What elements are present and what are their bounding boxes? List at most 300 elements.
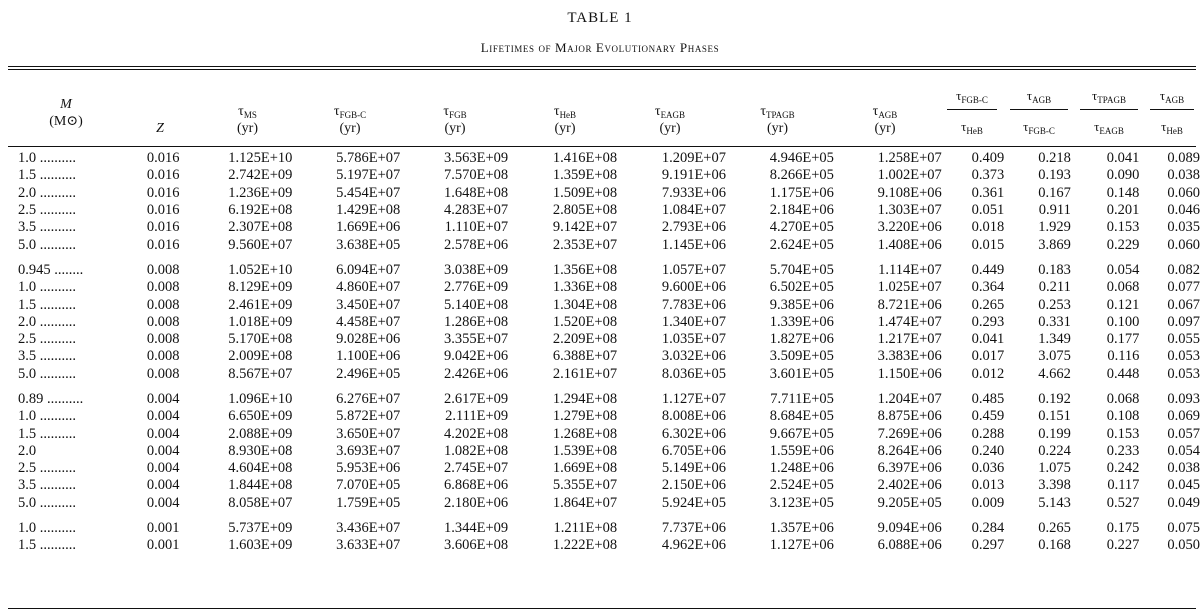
cell-tau-tpagb: 3.601E+05 [769,365,834,382]
cell-ratio-fgbc-heb: 0.036 [971,460,1005,477]
cell-ratio-tpagb-eagb: 0.054 [1106,261,1140,278]
cell-tau-ms: 6.650E+09 [228,408,293,425]
cell-tau-ms: 1.844E+08 [228,477,293,494]
cell-ratio-tpagb-eagb: 0.108 [1106,408,1140,425]
cell-tau-eagb: 1.209E+07 [661,150,726,167]
table-row [0,167,1200,184]
cell-mass: 2.0 [18,442,37,459]
cell-z: 0.008 [146,261,180,278]
cell-tau-fgb: 2.745E+07 [444,460,509,477]
cell-ratio-fgbc-heb: 0.284 [971,520,1005,537]
cell-z: 0.008 [146,348,180,365]
header-tau-heb: $\tau_{HeB}$ (yr) [553,104,577,136]
lifetimes-table [0,150,1200,555]
cell-tau-agb: 1.258E+07 [877,150,942,167]
cell-ratio-agb-fgbc: 1.349 [1038,331,1071,348]
cell-ratio-agb-fgbc: 0.167 [1038,184,1071,201]
cell-tau-fgbc: 1.759E+05 [336,494,401,511]
table-row [0,331,1200,348]
header-ratio-tpagb-eagb: $\tau_{TPAGB}$ $\tau_{EAGB}$ [1080,88,1138,135]
cell-tau-eagb: 1.084E+07 [661,202,726,219]
cell-tau-agb: 2.402E+06 [877,477,942,494]
cell-z: 0.004 [146,494,180,511]
cell-tau-tpagb: 3.123E+05 [769,494,834,511]
cell-z: 0.004 [146,442,180,459]
cell-ratio-agb-heb: 0.069 [1167,408,1200,425]
cell-tau-heb: 1.304E+08 [552,296,618,313]
cell-tau-eagb: 1.145E+06 [661,236,726,253]
cell-tau-ms: 1.052E+10 [228,261,293,278]
cell-tau-tpagb: 2.624E+05 [769,236,834,253]
bottom-rule [8,608,1196,609]
cell-ratio-agb-heb: 0.045 [1167,477,1200,494]
cell-tau-tpagb: 1.827E+06 [769,331,834,348]
cell-ratio-agb-fgbc: 3.398 [1038,477,1071,494]
cell-ratio-agb-fgbc: 3.075 [1038,348,1071,365]
cell-tau-fgb: 5.140E+08 [444,296,509,313]
table-row [0,185,1200,202]
cell-tau-ms: 2.742E+09 [228,167,293,184]
cell-tau-tpagb: 7.711E+05 [770,391,834,407]
cell-tau-fgb: 2.426E+06 [444,365,509,382]
cell-tau-agb: 1.204E+07 [877,391,942,407]
cell-ratio-agb-fgbc: 1.075 [1038,460,1071,477]
cell-ratio-agb-fgbc: 0.193 [1038,167,1071,184]
cell-ratio-agb-heb: 0.049 [1167,494,1200,511]
cell-tau-eagb: 7.737E+06 [661,520,726,537]
cell-tau-agb: 1.002E+07 [877,167,942,184]
cell-mass: 2.5 .......... [18,331,76,348]
table-row [0,443,1200,460]
group-separator [0,383,1200,391]
cell-ratio-fgbc-heb: 0.051 [971,202,1005,219]
cell-tau-heb: 1.211E+08 [553,520,618,537]
cell-ratio-agb-fgbc: 0.192 [1038,391,1071,407]
cell-tau-eagb: 6.705E+06 [661,442,726,459]
cell-tau-heb: 1.520E+08 [552,313,618,330]
cell-ratio-tpagb-eagb: 0.121 [1106,296,1140,313]
cell-tau-fgb: 4.202E+08 [444,425,509,442]
header-tau-fgb: $\tau_{FGB}$ (yr) [443,104,467,136]
cell-ratio-tpagb-eagb: 0.117 [1107,477,1140,494]
cell-tau-fgb: 3.038E+09 [444,261,509,278]
cell-tau-ms: 8.930E+08 [228,442,293,459]
cell-tau-ms: 8.567E+07 [228,365,293,382]
cell-ratio-tpagb-eagb: 0.153 [1106,425,1140,442]
header-mass: M (M⊙) [49,97,83,129]
cell-ratio-fgbc-heb: 0.485 [971,391,1005,407]
cell-tau-fgb: 1.648E+08 [444,184,509,201]
cell-tau-agb: 1.217E+07 [877,331,942,348]
cell-tau-tpagb: 1.175E+06 [769,184,834,201]
cell-ratio-tpagb-eagb: 0.116 [1107,348,1140,365]
cell-ratio-tpagb-eagb: 0.201 [1106,202,1140,219]
cell-tau-agb: 1.150E+06 [877,365,942,382]
cell-tau-eagb: 1.057E+07 [661,261,726,278]
cell-tau-tpagb: 2.184E+06 [769,202,834,219]
table-row [0,348,1200,365]
cell-mass: 2.5 .......... [18,460,76,477]
cell-ratio-fgbc-heb: 0.373 [971,167,1005,184]
cell-ratio-agb-fgbc: 5.143 [1038,494,1071,511]
cell-mass: 0.89 .......... [18,391,84,407]
cell-tau-ms: 1.018E+09 [228,313,293,330]
cell-tau-heb: 9.142E+07 [552,219,618,236]
cell-z: 0.004 [146,477,180,494]
header-rule [8,146,1196,147]
table-row [0,296,1200,313]
cell-tau-fgb: 9.042E+06 [444,348,509,365]
cell-ratio-fgbc-heb: 0.449 [971,261,1005,278]
cell-tau-fgbc: 3.633E+07 [336,537,401,554]
header-tau-fgbc: $\tau_{FGB-C}$ (yr) [333,104,367,136]
cell-mass: 1.0 .......... [18,150,76,167]
cell-tau-heb: 2.209E+08 [552,331,618,348]
cell-tau-fgbc: 5.872E+07 [336,408,401,425]
cell-tau-tpagb: 3.509E+05 [769,348,834,365]
cell-mass: 2.0 .......... [18,184,76,201]
cell-ratio-agb-heb: 0.060 [1167,236,1200,253]
top-rule-1 [8,66,1196,67]
cell-tau-fgb: 3.606E+08 [444,537,509,554]
cell-tau-eagb: 1.035E+07 [661,331,726,348]
cell-ratio-fgbc-heb: 0.459 [971,408,1005,425]
cell-tau-ms: 8.058E+07 [228,494,293,511]
cell-z: 0.004 [146,425,180,442]
cell-tau-agb: 9.205E+05 [877,494,942,511]
cell-ratio-tpagb-eagb: 0.233 [1106,442,1140,459]
table-row [0,391,1200,408]
cell-ratio-agb-fgbc: 0.183 [1038,261,1071,278]
cell-tau-eagb: 8.008E+06 [661,408,726,425]
cell-tau-fgb: 2.776E+09 [444,279,509,296]
cell-z: 0.008 [146,331,180,348]
cell-ratio-agb-heb: 0.038 [1167,460,1200,477]
cell-z: 0.008 [146,313,180,330]
cell-ratio-tpagb-eagb: 0.153 [1106,219,1140,236]
cell-tau-heb: 1.509E+08 [552,184,618,201]
cell-ratio-fgbc-heb: 0.409 [971,150,1005,167]
cell-tau-fgbc: 5.786E+07 [336,150,401,167]
cell-ratio-agb-fgbc: 0.211 [1038,279,1071,296]
cell-tau-ms: 2.461E+09 [228,296,293,313]
cell-mass: 1.0 .......... [18,279,76,296]
cell-tau-fgbc: 3.436E+07 [336,520,401,537]
cell-tau-ms: 1.096E+10 [228,391,293,407]
cell-ratio-tpagb-eagb: 0.090 [1106,167,1140,184]
cell-ratio-agb-fgbc: 3.869 [1038,236,1071,253]
cell-ratio-fgbc-heb: 0.288 [971,425,1005,442]
cell-tau-agb: 7.269E+06 [877,425,942,442]
cell-tau-agb: 3.220E+06 [877,219,942,236]
cell-mass: 3.5 .......... [18,477,76,494]
cell-tau-fgbc: 3.450E+07 [336,296,401,313]
cell-tau-heb: 1.279E+08 [552,408,618,425]
top-rule-2 [8,69,1196,70]
cell-ratio-agb-heb: 0.050 [1167,537,1200,554]
cell-tau-heb: 1.356E+08 [552,261,618,278]
cell-ratio-fgbc-heb: 0.013 [971,477,1005,494]
cell-mass: 1.0 .......... [18,408,76,425]
cell-tau-fgb: 7.570E+08 [444,167,509,184]
cell-tau-fgb: 6.868E+06 [444,477,509,494]
header-z: Z [156,121,164,136]
cell-tau-eagb: 5.924E+05 [661,494,726,511]
cell-ratio-agb-fgbc: 0.151 [1038,408,1071,425]
cell-tau-ms: 2.307E+08 [228,219,293,236]
header-ratio-agb-fgbc: $\tau_{AGB}$ $\tau_{FGB-C}$ [1010,88,1068,135]
table-row [0,460,1200,477]
cell-tau-agb: 9.108E+06 [877,184,942,201]
cell-mass: 5.0 .......... [18,236,76,253]
cell-tau-heb: 1.416E+08 [552,150,618,167]
cell-ratio-agb-heb: 0.057 [1167,425,1200,442]
cell-ratio-agb-heb: 0.097 [1167,313,1200,330]
cell-tau-fgb: 2.617E+09 [444,391,509,407]
cell-tau-fgb: 2.111E+09 [445,408,509,425]
cell-mass: 1.5 .......... [18,167,76,184]
cell-tau-ms: 2.088E+09 [228,425,293,442]
cell-tau-heb: 6.388E+07 [552,348,618,365]
cell-ratio-agb-heb: 0.082 [1167,261,1200,278]
cell-tau-fgb: 3.563E+09 [444,150,509,167]
table-row [0,279,1200,296]
cell-tau-ms: 1.603E+09 [228,537,293,554]
cell-ratio-agb-heb: 0.060 [1167,184,1200,201]
cell-tau-eagb: 9.600E+06 [661,279,726,296]
cell-tau-fgbc: 1.669E+06 [336,219,401,236]
cell-tau-ms: 8.129E+09 [228,279,293,296]
cell-tau-eagb: 2.793E+06 [661,219,726,236]
cell-tau-agb: 1.025E+07 [877,279,942,296]
header-ratio-fgbc-heb: $\tau_{FGB-C}$ $\tau_{HeB}$ [947,88,997,135]
cell-tau-fgb: 1.082E+08 [444,442,509,459]
cell-ratio-tpagb-eagb: 0.527 [1106,494,1140,511]
cell-tau-heb: 2.805E+08 [552,202,618,219]
cell-ratio-agb-fgbc: 1.929 [1038,219,1071,236]
cell-tau-tpagb: 1.248E+06 [769,460,834,477]
cell-tau-fgbc: 2.496E+05 [336,365,401,382]
cell-tau-heb: 1.222E+08 [552,537,618,554]
cell-ratio-tpagb-eagb: 0.068 [1106,391,1140,407]
cell-ratio-agb-heb: 0.089 [1167,150,1200,167]
table-subtitle: Lifetimes of Major Evolutionary Phases [480,40,720,55]
cell-ratio-agb-heb: 0.046 [1167,202,1200,219]
cell-tau-eagb: 2.150E+06 [661,477,726,494]
cell-z: 0.016 [146,184,180,201]
cell-tau-heb: 1.864E+07 [552,494,618,511]
cell-tau-ms: 9.560E+07 [228,236,293,253]
cell-ratio-agb-fgbc: 0.911 [1038,202,1071,219]
cell-ratio-fgbc-heb: 0.017 [971,348,1005,365]
cell-tau-agb: 9.094E+06 [877,520,942,537]
cell-tau-agb: 8.721E+06 [877,296,942,313]
cell-ratio-tpagb-eagb: 0.148 [1106,184,1140,201]
cell-tau-heb: 2.161E+07 [552,365,618,382]
cell-ratio-agb-heb: 0.055 [1167,331,1200,348]
cell-tau-eagb: 5.149E+06 [661,460,726,477]
cell-tau-tpagb: 1.127E+06 [769,537,834,554]
table-row [0,314,1200,331]
cell-ratio-agb-heb: 0.054 [1167,442,1200,459]
group-separator [0,512,1200,520]
cell-tau-tpagb: 1.559E+06 [769,442,834,459]
table-row [0,520,1200,537]
cell-tau-heb: 1.294E+08 [552,391,618,407]
header-tau-tpagb: $\tau_{TPAGB}$ (yr) [760,104,795,136]
cell-mass: 1.5 .......... [18,537,76,554]
cell-tau-eagb: 9.191E+06 [661,167,726,184]
cell-tau-fgb: 1.110E+07 [444,219,509,236]
cell-tau-heb: 1.336E+08 [552,279,618,296]
cell-tau-tpagb: 6.502E+05 [769,279,834,296]
cell-z: 0.004 [146,460,180,477]
cell-tau-fgbc: 5.953E+06 [336,460,401,477]
table-title: TABLE 1 [567,10,633,26]
cell-tau-fgb: 2.180E+06 [444,494,509,511]
cell-tau-ms: 6.192E+08 [228,202,293,219]
cell-ratio-fgbc-heb: 0.293 [971,313,1005,330]
cell-z: 0.008 [146,365,180,382]
cell-ratio-agb-heb: 0.053 [1167,348,1200,365]
table-row [0,425,1200,442]
cell-z: 0.001 [146,537,180,554]
cell-tau-eagb: 6.302E+06 [661,425,726,442]
cell-tau-heb: 1.669E+08 [552,460,618,477]
cell-tau-eagb: 7.783E+06 [661,296,726,313]
cell-tau-eagb: 4.962E+06 [661,537,726,554]
cell-tau-tpagb: 9.385E+06 [769,296,834,313]
header-ratio-agb-heb: $\tau_{AGB}$ $\tau_{HeB}$ [1150,88,1194,135]
group-separator [0,254,1200,262]
cell-ratio-agb-fgbc: 0.265 [1038,520,1071,537]
cell-tau-heb: 1.359E+08 [552,167,618,184]
cell-z: 0.008 [146,296,180,313]
cell-z: 0.016 [146,167,180,184]
cell-ratio-tpagb-eagb: 0.448 [1106,365,1140,382]
cell-tau-heb: 5.355E+07 [552,477,618,494]
cell-tau-fgbc: 3.650E+07 [336,425,401,442]
cell-tau-tpagb: 4.946E+05 [769,150,834,167]
cell-ratio-fgbc-heb: 0.297 [971,537,1005,554]
cell-mass: 3.5 .......... [18,219,76,236]
cell-tau-tpagb: 5.704E+05 [769,261,834,278]
cell-tau-fgbc: 4.860E+07 [336,279,401,296]
header-tau-ms: $\tau_{MS}$ (yr) [237,104,258,136]
cell-ratio-tpagb-eagb: 0.177 [1106,331,1140,348]
cell-ratio-tpagb-eagb: 0.068 [1106,279,1140,296]
cell-tau-fgbc: 1.100E+06 [336,348,401,365]
cell-ratio-agb-fgbc: 4.662 [1038,365,1071,382]
cell-tau-tpagb: 8.684E+05 [769,408,834,425]
table-row [0,366,1200,383]
cell-ratio-fgbc-heb: 0.265 [971,296,1005,313]
cell-tau-fgbc: 4.458E+07 [336,313,401,330]
cell-mass: 3.5 .......... [18,348,76,365]
cell-tau-heb: 1.539E+08 [552,442,618,459]
cell-ratio-agb-heb: 0.053 [1167,365,1200,382]
cell-tau-tpagb: 9.667E+05 [769,425,834,442]
table-body [0,150,1200,555]
cell-tau-agb: 1.474E+07 [877,313,942,330]
cell-tau-eagb: 1.340E+07 [661,313,726,330]
cell-tau-tpagb: 1.357E+06 [769,520,834,537]
cell-tau-eagb: 8.036E+05 [661,365,726,382]
cell-ratio-agb-fgbc: 0.253 [1038,296,1071,313]
cell-tau-ms: 1.125E+10 [228,150,293,167]
cell-ratio-agb-heb: 0.038 [1167,167,1200,184]
cell-tau-fgbc: 5.454E+07 [336,184,401,201]
cell-mass: 0.945 ........ [18,261,84,278]
cell-mass: 2.0 .......... [18,313,76,330]
cell-tau-fgbc: 9.028E+06 [336,331,401,348]
cell-tau-fgb: 4.283E+07 [444,202,509,219]
cell-mass: 2.5 .......... [18,202,76,219]
cell-tau-agb: 6.088E+06 [877,537,942,554]
cell-tau-fgbc: 6.094E+07 [336,261,401,278]
header-tau-agb: $\tau_{AGB}$ (yr) [872,104,898,136]
cell-mass: 1.5 .......... [18,296,76,313]
cell-tau-agb: 6.397E+06 [877,460,942,477]
cell-ratio-agb-fgbc: 0.218 [1038,150,1071,167]
cell-ratio-fgbc-heb: 0.009 [971,494,1005,511]
table-row [0,202,1200,219]
cell-tau-fgb: 1.344E+09 [444,520,509,537]
cell-tau-agb: 8.875E+06 [877,408,942,425]
table-row [0,537,1200,554]
cell-tau-fgbc: 3.693E+07 [336,442,401,459]
cell-z: 0.004 [146,391,180,407]
table-row [0,236,1200,253]
cell-tau-agb: 8.264E+06 [877,442,942,459]
cell-z: 0.016 [146,150,180,167]
cell-ratio-agb-fgbc: 0.331 [1038,313,1071,330]
cell-ratio-fgbc-heb: 0.364 [971,279,1005,296]
cell-ratio-fgbc-heb: 0.240 [971,442,1005,459]
cell-ratio-fgbc-heb: 0.361 [971,184,1005,201]
cell-tau-ms: 5.170E+08 [228,331,293,348]
cell-tau-ms: 1.236E+09 [228,184,293,201]
cell-tau-agb: 1.114E+07 [878,261,942,278]
cell-tau-tpagb: 1.339E+06 [769,313,834,330]
cell-tau-eagb: 3.032E+06 [661,348,726,365]
cell-tau-fgbc: 3.638E+05 [336,236,401,253]
cell-tau-fgbc: 6.276E+07 [336,391,401,407]
cell-tau-heb: 1.268E+08 [552,425,618,442]
cell-ratio-agb-fgbc: 0.168 [1038,537,1071,554]
cell-z: 0.001 [146,520,180,537]
cell-ratio-agb-fgbc: 0.199 [1038,425,1071,442]
cell-tau-tpagb: 4.270E+05 [769,219,834,236]
cell-z: 0.016 [146,219,180,236]
cell-mass: 1.5 .......... [18,425,76,442]
cell-ratio-agb-heb: 0.075 [1167,520,1200,537]
cell-tau-ms: 4.604E+08 [228,460,293,477]
cell-ratio-agb-heb: 0.077 [1167,279,1200,296]
cell-tau-eagb: 1.127E+07 [661,391,726,407]
cell-tau-tpagb: 8.266E+05 [769,167,834,184]
cell-tau-fgbc: 1.429E+08 [336,202,401,219]
cell-ratio-tpagb-eagb: 0.242 [1106,460,1140,477]
cell-z: 0.016 [146,236,180,253]
cell-tau-heb: 2.353E+07 [552,236,618,253]
cell-mass: 5.0 .......... [18,365,76,382]
table-row [0,150,1200,167]
table-row [0,262,1200,279]
cell-ratio-agb-fgbc: 0.224 [1038,442,1071,459]
cell-ratio-agb-heb: 0.067 [1167,296,1200,313]
table-row [0,477,1200,494]
